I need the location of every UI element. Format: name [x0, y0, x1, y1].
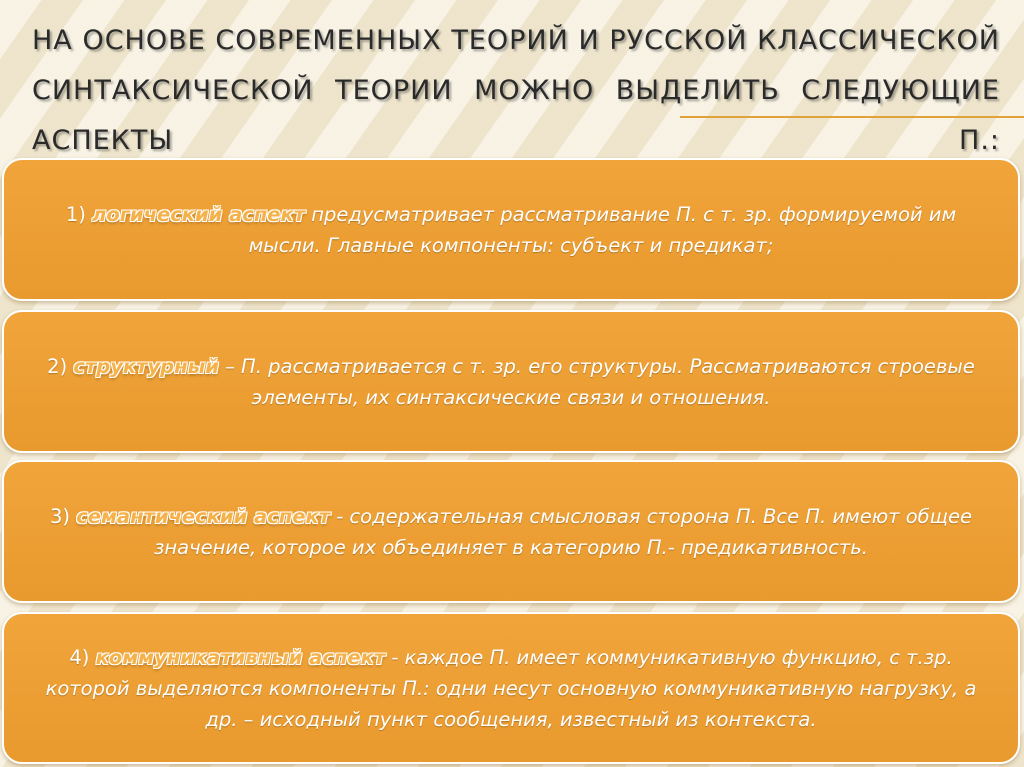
aspect-prefix: 2)	[47, 354, 74, 378]
aspect-text	[30, 501, 992, 563]
title-rule	[680, 116, 1024, 118]
aspect-box-semantic	[2, 460, 1020, 603]
aspect-box-structural	[2, 310, 1020, 453]
aspect-term: структурный	[73, 354, 219, 378]
aspect-text	[30, 199, 992, 261]
aspect-description: предусматривает рассматривание П. с т. зр. формируемой им мысли. Главные компоненты: субъект и предикат;	[248, 202, 957, 257]
aspect-text	[30, 351, 992, 413]
aspect-term: коммуникативный аспект	[95, 645, 386, 669]
aspect-prefix: 3)	[49, 504, 77, 528]
aspect-prefix: 1)	[65, 202, 93, 226]
aspect-box-communicative	[2, 612, 1020, 764]
aspect-term: семантический аспект	[76, 504, 330, 528]
aspect-description: – П. рассматривается с т. зр. его структуры. Рассматриваются строевые элементы, их синтаксические связи и отношения.	[218, 354, 975, 409]
aspect-description: - содержательная смысловая сторона П. Все П. имеют общее значение, которое их объединяет в категорию П.- предикативность.	[154, 504, 973, 559]
aspect-text	[30, 642, 992, 735]
aspect-description: - каждое П. имеет коммуникативную функцию, с т.зр. которой выделяются компоненты П.: одни несут основную коммуникативную нагрузку, а др. – исходный пункт сообщения, известный из контекста.	[45, 645, 977, 731]
aspect-prefix: 4)	[69, 645, 96, 669]
aspect-box-logical	[2, 158, 1020, 301]
slide-title: НА ОСНОВЕ СОВРЕМЕННЫХ ТЕОРИЙ И РУССКОЙ КЛАССИЧЕСКОЙ СИНТАКСИЧЕСКОЙ ТЕОРИИ МОЖНО ВЫДЕЛИТЬ СЛЕДУЮЩИЕ АСПЕКТЫ П.:	[32, 25, 1000, 156]
aspect-term: логический аспект	[92, 202, 306, 226]
